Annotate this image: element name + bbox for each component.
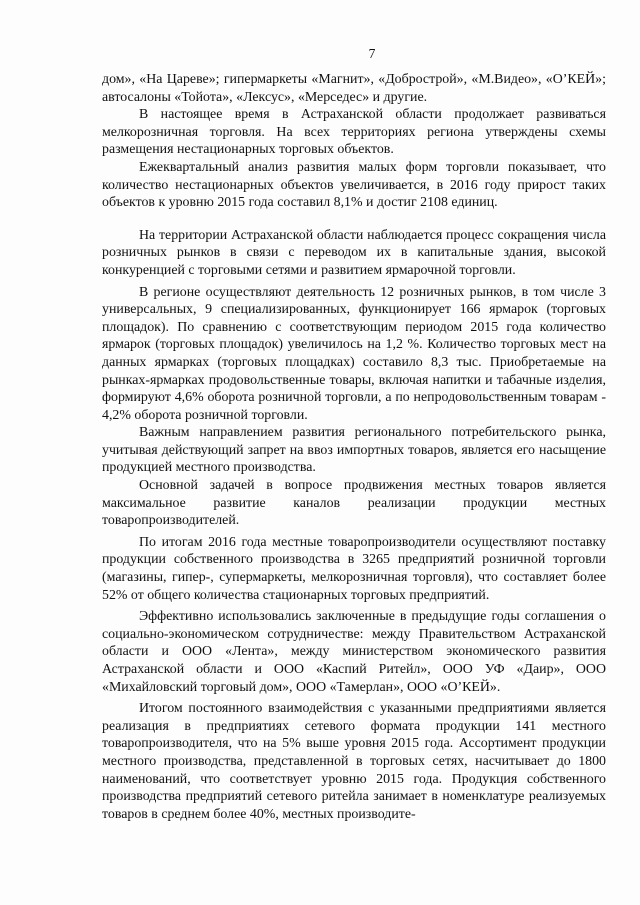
paragraph-9: Эффективно использовались заключенные в предыдущие годы соглашения о социально-экономическом сотрудничестве: между Правительством Астраханской области и ООО «Лента», между министерством экономического развития Астраханской области и ООО «Каспий Ритейл», ООО УФ «Даир», ООО «Михайловский торговый дом», ООО «Тамерлан», ООО «О’КЕЙ».: [102, 609, 606, 695]
paragraph-2: В настоящее время в Астраханской области продолжает развиваться мелкорозничная торговля. На всех территориях региона утверждены схемы размещения нестационарных торговых объектов.: [102, 107, 606, 158]
paragraph-5: В регионе осуществляют деятельность 12 розничных рынков, в том числе 3 универсальных, 9 специализированных, функционирует 166 ярмарок (торговых площадок). По сравнению с соответствующим периодом 2015 года количество ярмарок (торговых площадок) увеличилось на 1,2 %. Количество торговых мест на данных ярмарках (торговых площадках) составило 8,3 тыс. Приобретаемые на рынках-ярмарках продовольственные товары, включая напитки и табачные изделия, формируют 4,6% оборота розничной торговли, а по непродовольственным товарам - 4,2% оборота розничной торговли.: [102, 284, 606, 423]
paragraph-7: Основной задачей в вопросе продвижения местных товаров является максимальное развитие каналов реализации продукции местных товаропроизводителей.: [102, 478, 606, 529]
paragraph-1: дом», «На Цареве»; гипермаркеты «Магнит», «Добрострой», «М.Видео», «О’КЕЙ»; автосалоны «Тойота», «Лексус», «Мерседес» и другие.: [102, 72, 606, 105]
paragraph-10: Итогом постоянного взаимодействия с указанными предприятиями является реализация в предприятиях сетевого формата продукции 141 местного товаропроизводителя, что на 5% выше уровня 2015 года. Ассортимент продукции местного производства, представленной в торговых сетях, насчитывает до 1800 наименований, что соответствует уровню 2015 года. Продукция собственного производства предприятий сетевого ритейла занимает в номенклатуре реализуемых товаров в среднем более 40%, местных производите-: [102, 701, 606, 822]
page-number: 7: [368, 46, 376, 61]
paragraph-6: Важным направлением развития регионального потребительского рынка, учитывая действующий запрет на ввоз импортных товаров, является его насыщение продукцией местного производства.: [102, 425, 606, 476]
paragraph-8: По итогам 2016 года местные товаропроизводители осуществляют поставку продукции собственного производства в 3265 предприятий розничной торговли (магазины, гипер-, супермаркеты, мелкорозничная торговля), что составляет более 52% от общего количества стационарных торговых предприятий.: [102, 534, 606, 603]
paragraph-4: На территории Астраханской области наблюдается процесс сокращения числа розничных рынков в связи с переводом их в капитальные здания, высокой конкуренцией с торговыми сетями и развитием ярмарочной торговли.: [102, 227, 606, 278]
paragraph-3: Ежеквартальный анализ развития малых форм торговли показывает, что количество нестационарных объектов увеличивается, в 2016 году прирост таких объектов к уровню 2015 года составил 8,1% и достиг 2108 единиц.: [102, 159, 606, 211]
